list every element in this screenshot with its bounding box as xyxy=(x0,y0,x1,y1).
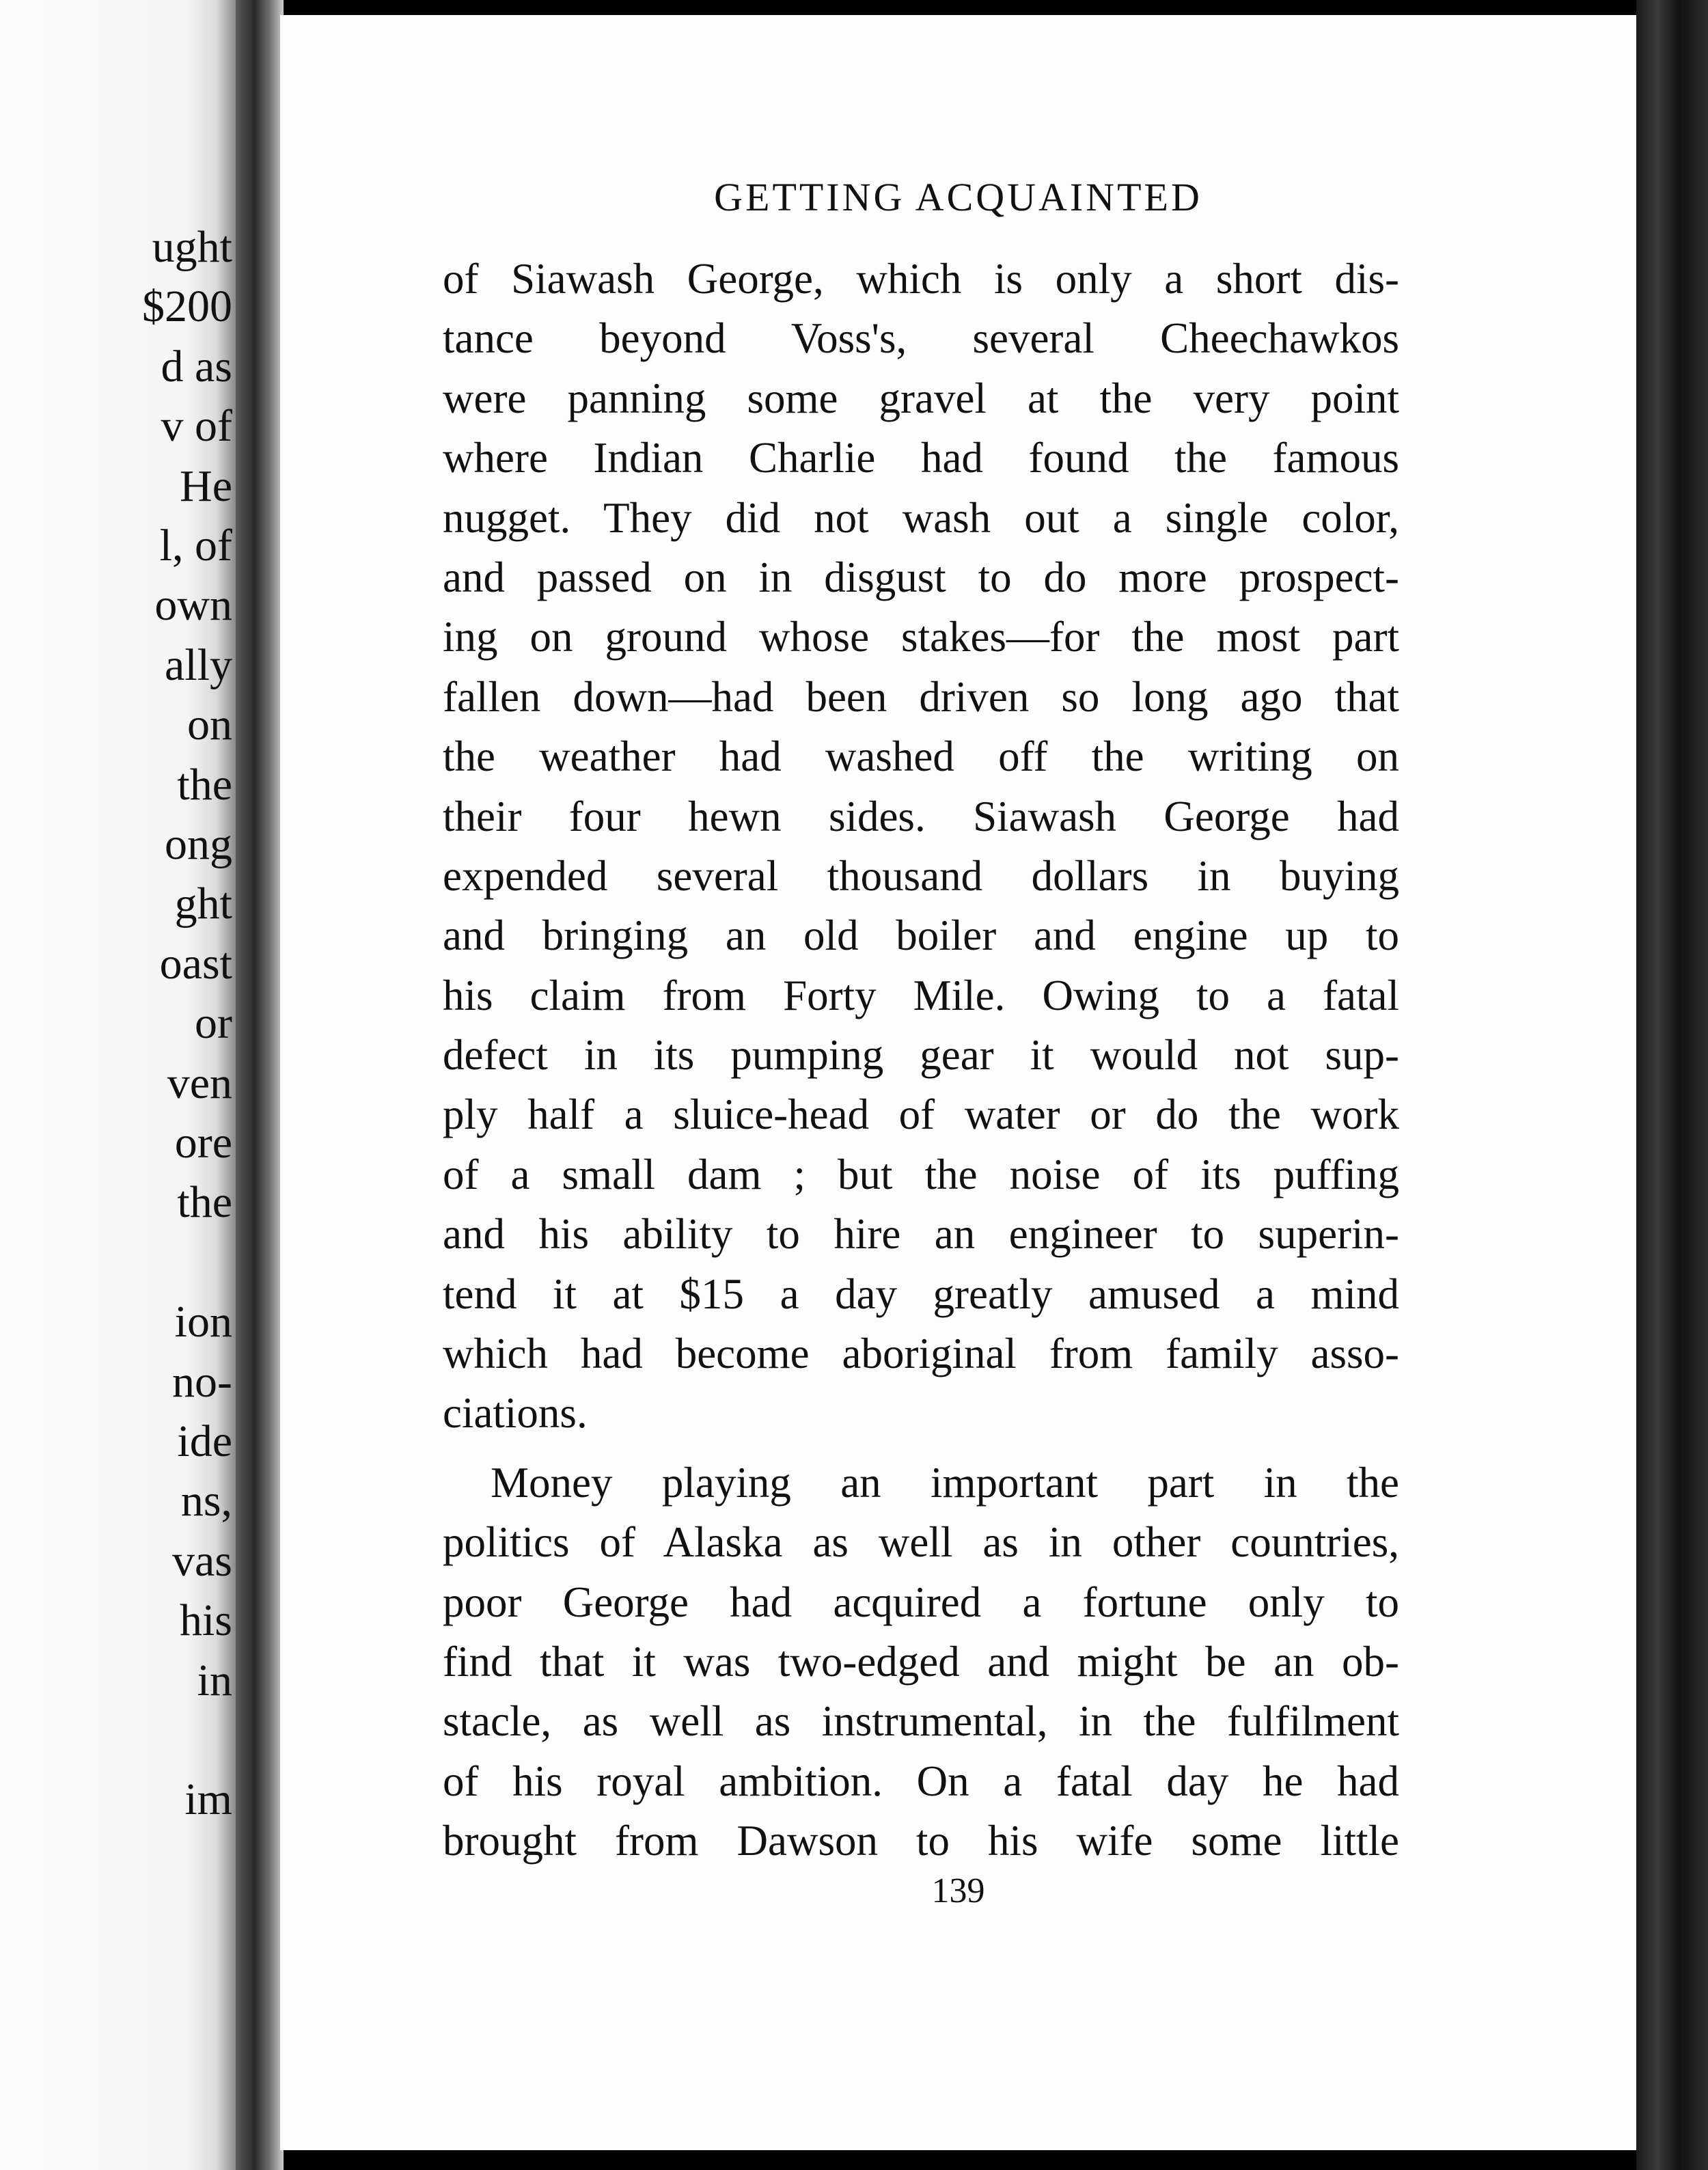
left-page-fragment: im xyxy=(184,1774,232,1825)
text-line: nugget. They did not wash out a single color, xyxy=(443,493,1399,542)
left-page-fragment: ong xyxy=(165,819,232,869)
text-line: politics of Alaska as well as in other countries, xyxy=(443,1518,1399,1567)
left-page-fragment: l, of xyxy=(159,521,232,571)
left-page-fragment: vas xyxy=(172,1535,232,1586)
left-page-fragment: ore xyxy=(174,1118,232,1168)
left-page-fragment: oast xyxy=(159,938,232,989)
left-page-fragment: his xyxy=(179,1595,232,1646)
left-page-fragment: ally xyxy=(165,640,232,690)
left-page-fragment: no- xyxy=(172,1356,232,1407)
text-line: which had become aboriginal from family asso- xyxy=(443,1330,1399,1378)
text-line: brought from Dawson to his wife some little xyxy=(443,1817,1399,1865)
left-page-fragment: ven xyxy=(167,1058,232,1108)
left-page-fragment: the xyxy=(177,759,232,810)
left-page-fragment: d as xyxy=(161,341,232,392)
text-line: his claim from Forty Mile. Owing to a fatal xyxy=(443,971,1399,1019)
text-line: ing on ground whose stakes—for the most part xyxy=(443,613,1399,661)
left-page-fragment: ght xyxy=(174,879,232,929)
page-edge-shadow xyxy=(1636,0,1708,2170)
left-page-fragment: ide xyxy=(177,1416,232,1466)
body-text xyxy=(443,249,1399,1871)
left-page-fragment: ught xyxy=(152,222,232,272)
left-page-fragment: the xyxy=(177,1177,232,1228)
left-page-fragment: on xyxy=(187,700,232,750)
left-page-fragment: in xyxy=(197,1655,232,1705)
text-line: find that it was two-edged and might be an ob- xyxy=(443,1637,1399,1686)
text-line: fallen down—had been driven so long ago that xyxy=(443,672,1399,721)
text-line: and his ability to hire an engineer to superin- xyxy=(443,1210,1399,1259)
text-line: tance beyond Voss's, several Cheechawkos xyxy=(443,314,1399,363)
text-line: their four hewn sides. Siawash George had xyxy=(443,792,1399,840)
left-page xyxy=(0,0,236,2170)
text-line: tend it at $15 a day greatly amused a mind xyxy=(443,1269,1399,1318)
text-line: were panning some gravel at the very point xyxy=(443,374,1399,422)
text-line: where Indian Charlie had found the famous xyxy=(443,434,1399,482)
left-page-fragment: He xyxy=(180,461,232,511)
book-gutter xyxy=(236,0,284,2170)
left-page-fragment: ion xyxy=(174,1297,232,1347)
paragraph-1 xyxy=(443,249,1399,1444)
paragraph-2 xyxy=(443,1453,1399,1871)
left-page-fragment: own xyxy=(154,580,232,631)
left-page-fragment: or xyxy=(195,998,232,1049)
text-line: stacle, as well as instrumental, in the fulfilment xyxy=(443,1697,1399,1746)
text-line: and bringing an old boiler and engine up to xyxy=(443,911,1399,960)
text-line: ply half a sluice-head of water or do the work xyxy=(443,1090,1399,1139)
text-line: expended several thousand dollars in buying xyxy=(443,851,1399,900)
running-head: GETTING ACQUAINTED xyxy=(714,175,1202,219)
text-line: of his royal ambition. On a fatal day he had xyxy=(443,1757,1399,1805)
left-page-fragment: ns, xyxy=(180,1476,232,1526)
left-page-fragment: $200 xyxy=(142,281,232,332)
text-line: the weather had washed off the writing on xyxy=(443,732,1399,781)
page-number: 139 xyxy=(931,1871,985,1910)
left-page-fragment: v of xyxy=(161,401,232,452)
text-line: of a small dam ; but the noise of its puffing xyxy=(443,1150,1399,1198)
text-line: of Siawash George, which is only a short dis- xyxy=(443,255,1399,303)
text-line: poor George had acquired a fortune only to xyxy=(443,1578,1399,1626)
text-line: defect in its pumping gear it would not sup- xyxy=(443,1031,1399,1080)
text-line: ciations. xyxy=(443,1389,588,1438)
text-line: and passed on in disgust to do more prospect- xyxy=(443,553,1399,601)
text-line: Money playing an important part in the xyxy=(491,1458,1399,1507)
